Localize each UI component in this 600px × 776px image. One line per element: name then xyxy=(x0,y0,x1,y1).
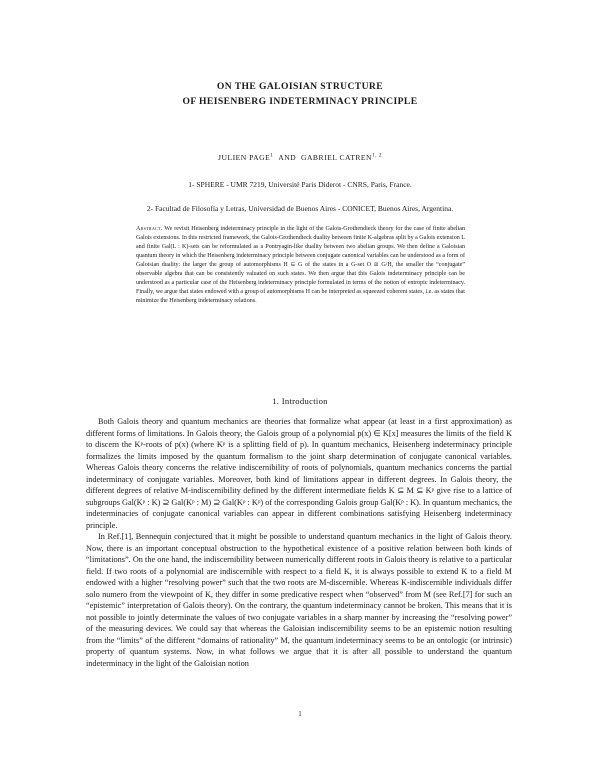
author-2-affiliation: 1, 2 xyxy=(372,152,382,159)
body-text xyxy=(86,416,512,669)
author-1-affiliation: 1 xyxy=(270,152,274,159)
author-2: GABRIEL CATREN xyxy=(300,153,373,162)
paragraph-1: Both Galois theory and quantum mechanics are theories that formalize what appear (at least in a first approximation) as different forms of limitations. In Galois theory, the Galois group of a polynomial p(x) ∈ K[x] measures the limits of the field K to discern the Kᵖ-roots of p(x) (where Kᵖ is a splitting field of p). In quantum mechanics, Heisenberg indeterminacy principle formalizes the limits imposed by the quantum formalism to the joint sharp determination of conjugate canonical variables. Whereas Galois theory concerns the relative indiscernibility of roots of polynomials, quantum mechanics concerns the partial indeterminacy of conjugate variables. Moreover, both kind of limitations appear in different degrees. In Galois theory, the different degrees of relative M-indiscernibility defined by the different intermediate fields K ⊆ M ⊆ Kᵖ give rise to a lattice of subgroups Gal(Kᵖ : K) ⊇ Gal(Kᵖ : M) ⊇ Gal(Kᵖ : Kᵖ) of the corresponding Galois group Gal(Kᵖ : K). In quantum mechanics, the indeterminacies of conjugate canonical variables can appear in different combinations satisfying Heisenberg indeterminacy principle. xyxy=(86,417,512,530)
affiliation-2: 2- Facultad de Filosofía y Letras, Universidad de Buenos Aires - CONICET, Buenos Aires, Argentina. xyxy=(146,204,454,213)
affiliation-1: 1- SPHERE - UMR 7219, Université Paris Diderot - CNRS, Paris, France. xyxy=(188,180,412,189)
abstract-text: We revisit Heisenberg indeterminacy principle in the light of the Galois-Grothendieck theory for the case of finite abelian Galois extensions. In this restricted framework, the Galois-Grothendieck duality between finite K-algebras split by a Galois extension L and finite Gal(L : K)-sets can be reformulated as a Pontryagin-like duality between two abelian groups. We then define a Galoisian quantum theory in which the Heisenberg indeterminacy principle between conjugate canonical variables can be understood as a form of Galoisian duality: the larger the group of automorphisms H ⊆ G of the states in a G-set O ≅ G/H, the smaller the “conjugate” observable algebra that can be consistently valuated on such states. We then argue that this Galois indeterminacy principle can be understood as a particular case of the Heisenberg indeterminacy principle formulated in terms of the notion of entropic indeterminacy. Finally, we argue that states endowed with a group of automorphisms H can be interpreted as squeezed coherent states, i.e. as states that minimize the Heisenberg indeterminacy relations. xyxy=(136,226,465,304)
authors xyxy=(0,153,600,162)
author-1: JULIEN PAGE xyxy=(218,153,271,162)
section-heading-introduction: 1. Introduction xyxy=(272,396,328,406)
paragraph-2: In Ref.[1], Bennequin conjectured that it might be possible to understand quantum mechanics in the light of Galois theory. Now, there is an important conceptual obstruction to the hypothetical existence of a positive relation between both kinds of “limitations”. On the one hand, the indiscernibility between numerically different roots in Galois theory is relative to a particular field. If two roots of a polynomial are indiscernible with respect to a field K, it is always possible to extend K to a field M endowed with a higher “resolving power” such that the two roots are M-discernible. Whereas K-indiscernible individuals differ solo numero from the viewpoint of K, they differ in some predicative respect when “observed” from M (see Ref.[7] for such an “epistemic” interpretation of Galois theory). On the contrary, the quantum indeterminacy cannot be broken. This means that it is not possible to jointly determinate the values of two conjugate variables in a sharp manner by increasing the “resolving power” of the measuring devices. We could say that whereas the Galoisian indiscernibility seems to be an epistemic notion resulting from the “limits” of the different “domains of rationality” M, the quantum indeterminacy seems to be an ontologic (or intrinsic) property of quantum systems. Now, in what follows we argue that it is after all possible to understand the quantum indeterminacy in the light of the Galoisian notion xyxy=(86,532,512,668)
paper-title-line-1: ON THE GALOISIAN STRUCTURE xyxy=(216,81,384,92)
abstract xyxy=(136,225,465,306)
paper-title-line-2: OF HEISENBERG INDETERMINACY PRINCIPLE xyxy=(182,96,418,107)
authors-and: AND xyxy=(278,153,297,162)
page-number: 1 xyxy=(298,710,302,718)
abstract-label: Abstract. xyxy=(136,226,163,232)
